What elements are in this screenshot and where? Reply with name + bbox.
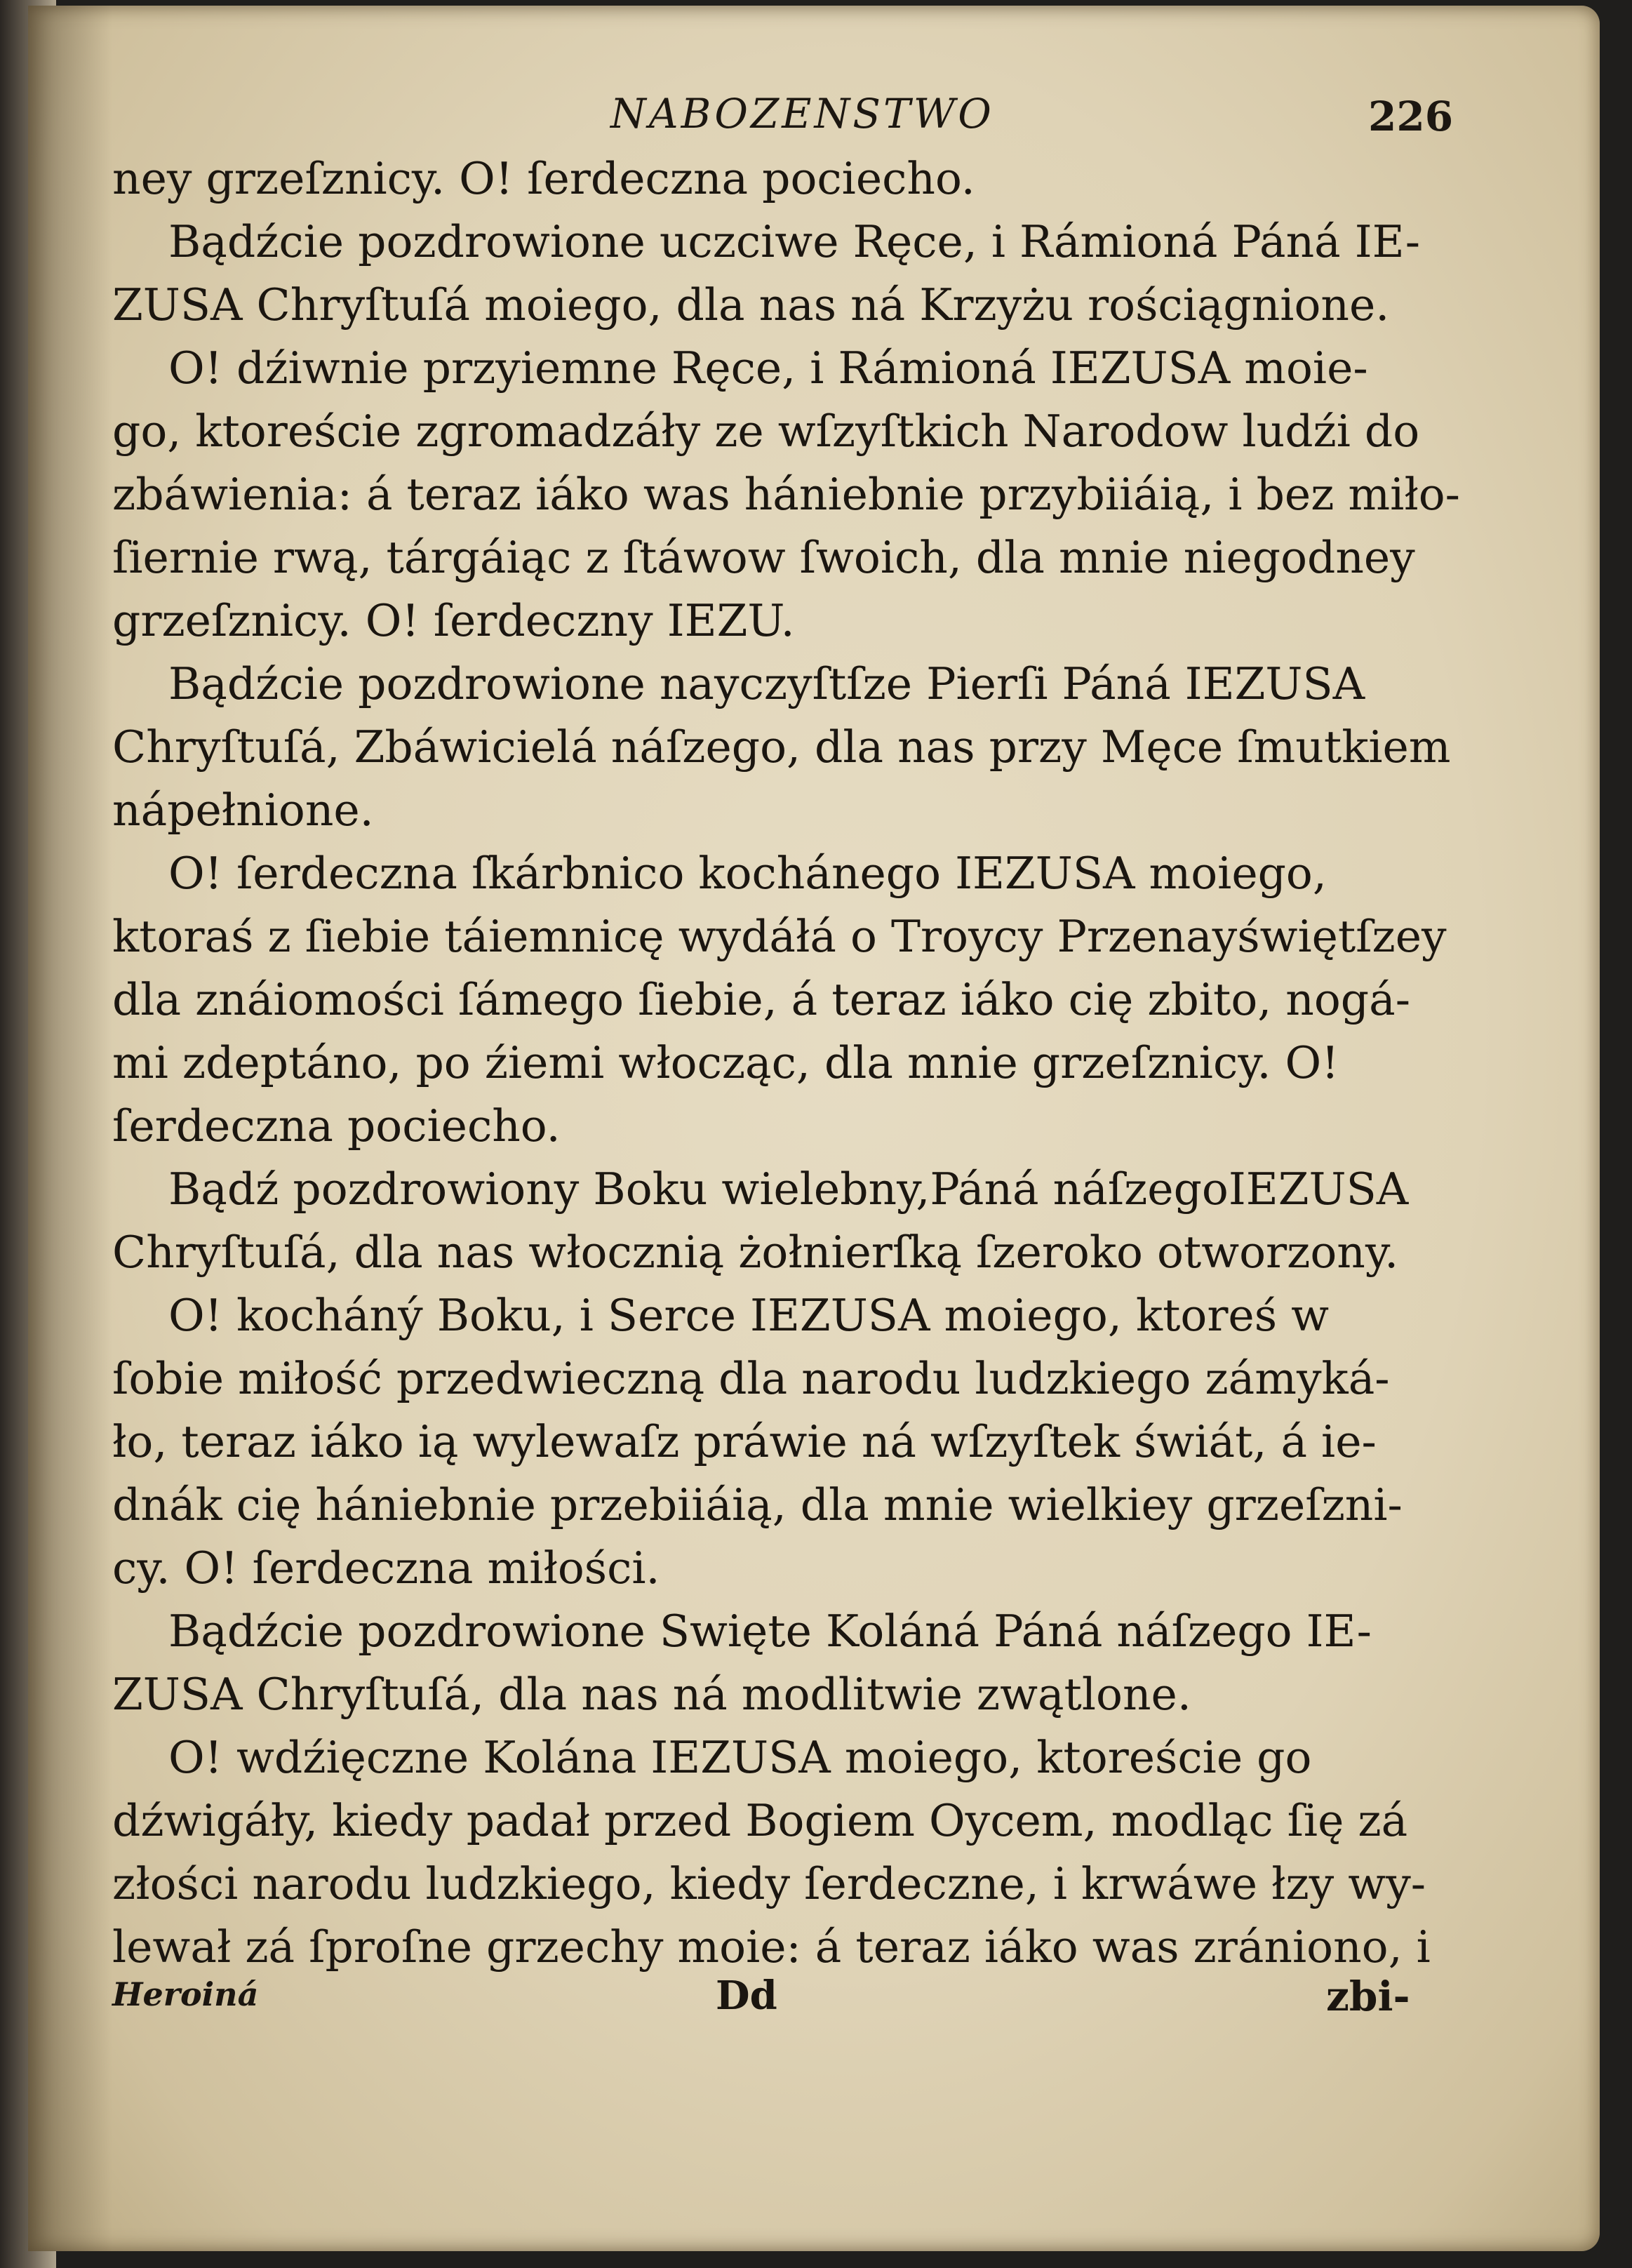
text-line: nápełnione.: [112, 785, 374, 836]
footer-catchword-left: Heroiná: [112, 1975, 259, 2013]
text-line: mi zdeptáno, po źiemi włocząc, dla mnie grzeſznicy. O!: [112, 1037, 1339, 1088]
text-line: ło, teraz iáko ią wylewaſz práwie ná wſzyſtek świát, á ie-: [112, 1416, 1377, 1467]
signature-mark: Dd: [716, 1973, 777, 2019]
text-line: Chryſtuſá, dla nas włocznią żołnierſką ſzeroko otworzony.: [112, 1227, 1399, 1278]
text-line: O! ſerdeczna ſkárbnico kochánego IEZUSA moiego,: [168, 848, 1327, 899]
text-line: dźwigáły, kiedy padał przed Bogiem Oycem, modląc ſię zá: [112, 1795, 1408, 1846]
footer-catchword-right: zbi-: [1326, 1973, 1410, 2020]
text-block: [112, 147, 1473, 1979]
text-line: O! wdźięczne Kolána IEZUSA moiego, ktoreście go: [168, 1732, 1312, 1783]
text-line: ſobie miłość przedwieczną dla narodu ludzkiego zámyká-: [112, 1353, 1390, 1404]
text-line: Chryſtuſá, Zbáwicielá náſzego, dla nas przy Męce ſmutkiem: [112, 721, 1451, 773]
running-head: [0, 90, 1632, 153]
gutter-shadow: [28, 6, 112, 2251]
running-head-title: NABOZENSTWO: [610, 90, 994, 138]
text-line: ſerdeczna pociecho.: [112, 1100, 561, 1152]
text-line: Bądź pozdrowiony Boku wielebny,Páná náſzegoIEZUSA: [168, 1163, 1409, 1215]
text-line: go, ktoreście zgromadzáły ze wſzyſtkich Narodow ludźi do: [112, 406, 1420, 457]
page-number: 226: [1368, 93, 1454, 140]
page-footer: [0, 1975, 1632, 2039]
text-line: ZUSA Chryſtuſá, dla nas ná modlitwie zwątlone.: [112, 1669, 1191, 1720]
text-line: cy. O! ſerdeczna miłości.: [112, 1542, 660, 1594]
text-line: zbáwienia: á teraz iáko was hániebnie przybiiáią, i bez miło-: [112, 469, 1460, 520]
text-line: złości narodu ludzkiego, kiedy ſerdeczne, i krwáwe łzy wy-: [112, 1858, 1426, 1909]
text-line: ktoraś z ſiebie táiemnicę wydáłá o Troycy Przenayświętſzey: [112, 911, 1447, 962]
text-line: Bądźcie pozdrowione Swięte Koláná Páná náſzego IE-: [168, 1606, 1372, 1657]
text-line: ney grzeſznicy. O! ſerdeczna pociecho.: [112, 153, 975, 204]
text-line: ſiernie rwą, tárgáiąc z ſtáwow ſwoich, dla mnie niegodney: [112, 532, 1415, 583]
text-line: dnák cię hániebnie przebiiáią, dla mnie wielkiey grzeſzni-: [112, 1479, 1403, 1530]
text-line: lewał zá ſproſne grzechy moie: á teraz iáko was zrániono, i: [112, 1921, 1431, 1973]
text-line: O! kocháný Boku, i Serce IEZUSA moiego, ktoreś w: [168, 1290, 1329, 1341]
text-line: Bądźcie pozdrowione uczciwe Ręce, i Rámioná Páná IE-: [168, 216, 1421, 267]
text-line: O! dźiwnie przyiemne Ręce, i Rámioná IEZUSA moie-: [168, 342, 1368, 394]
text-line: ZUSA Chryſtuſá moiego, dla nas ná Krzyżu rościągnione.: [112, 279, 1390, 331]
text-line: grzeſznicy. O! ſerdeczny IEZU.: [112, 595, 795, 646]
text-line: Bądźcie pozdrowione nayczyſtſze Pierſi Páná IEZUSA: [168, 658, 1365, 709]
text-line: dla znáiomości ſámego ſiebie, á teraz iáko cię zbito, nogá-: [112, 974, 1410, 1025]
